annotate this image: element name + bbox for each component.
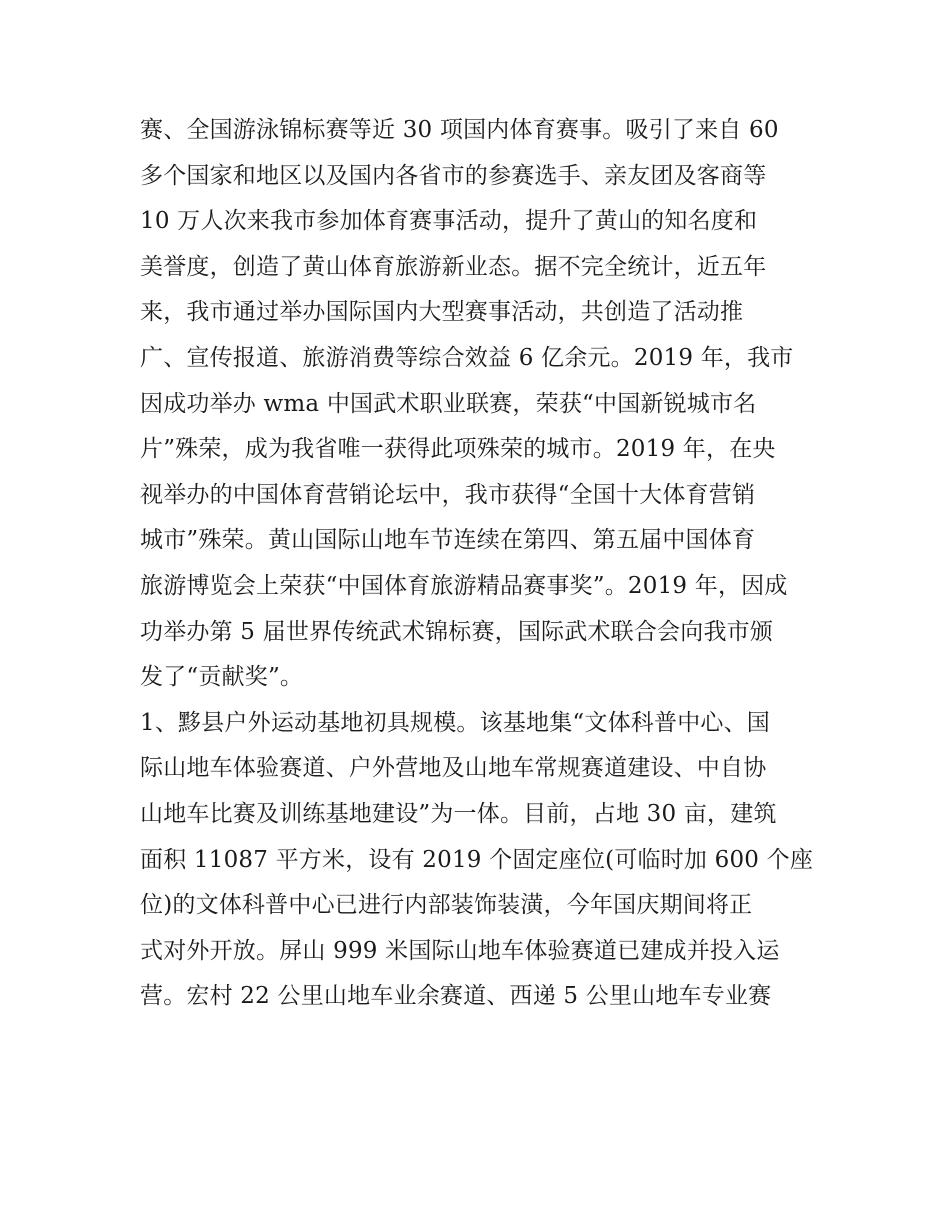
text-line: 片”殊荣，成为我省唯一获得此项殊荣的城市。2019 年，在央 [140, 436, 776, 463]
text-line: 城市”殊荣。黄山国际山地车节连续在第四、第五届中国体育 [140, 527, 756, 554]
text-line: 10 万人次来我市参加体育赛事活动，提升了黄山的知名度和 [140, 208, 758, 235]
body-text [140, 108, 816, 1020]
text-line: 广、宣传报道、旅游消费等综合效益 6 亿余元。2019 年，我市 [140, 344, 794, 371]
text-line: 因成功举办 wma 中国武术职业联赛，荣获“中国新锐城市名 [140, 390, 757, 417]
text-line: 功举办第 5 届世界传统武术锦标赛，国际武术联合会向我市颁 [140, 618, 774, 645]
text-line: 际山地车体验赛道、户外营地及山地车常规赛道建设、中自协 [140, 755, 767, 782]
text-line: 山地车比赛及训练基地建设”为一体。目前，占地 30 亩，建筑 [140, 800, 777, 827]
text-line: 发了“贡献奖”。 [140, 664, 304, 691]
text-line: 1、黟县户外运动基地初具规模。该基地集“文体科普中心、国 [140, 709, 770, 736]
text-line: 赛、全国游泳锦标赛等近 30 项国内体育赛事。吸引了来自 60 [140, 117, 779, 143]
text-line: 式对外开放。屏山 999 米国际山地车体验赛道已建成并投入运 [140, 937, 780, 964]
text-line: 位)的文体科普中心已进行内部装饰装潢，今年国庆期间将正 [140, 892, 753, 919]
text-line: 来，我市通过举办国际国内大型赛事活动，共创造了活动推 [140, 299, 744, 326]
text-line: 多个国家和地区以及国内各省市的参赛选手、亲友团及客商等 [140, 162, 767, 189]
text-line: 美誉度，创造了黄山体育旅游新业态。据不完全统计，近五年 [140, 253, 767, 280]
text-line: 营。宏村 22 公里山地车业余赛道、西递 5 公里山地车专业赛 [140, 983, 772, 1010]
text-line: 旅游博览会上荣获“中国体育旅游精品赛事奖”。2019 年，因成 [140, 572, 788, 599]
text-line: 面积 11087 平方米，设有 2019 个固定座位(可临时加 600 个座 [140, 846, 814, 873]
text-line: 视举办的中国体育营销论坛中，我市获得“全国十大体育营销 [140, 481, 756, 508]
